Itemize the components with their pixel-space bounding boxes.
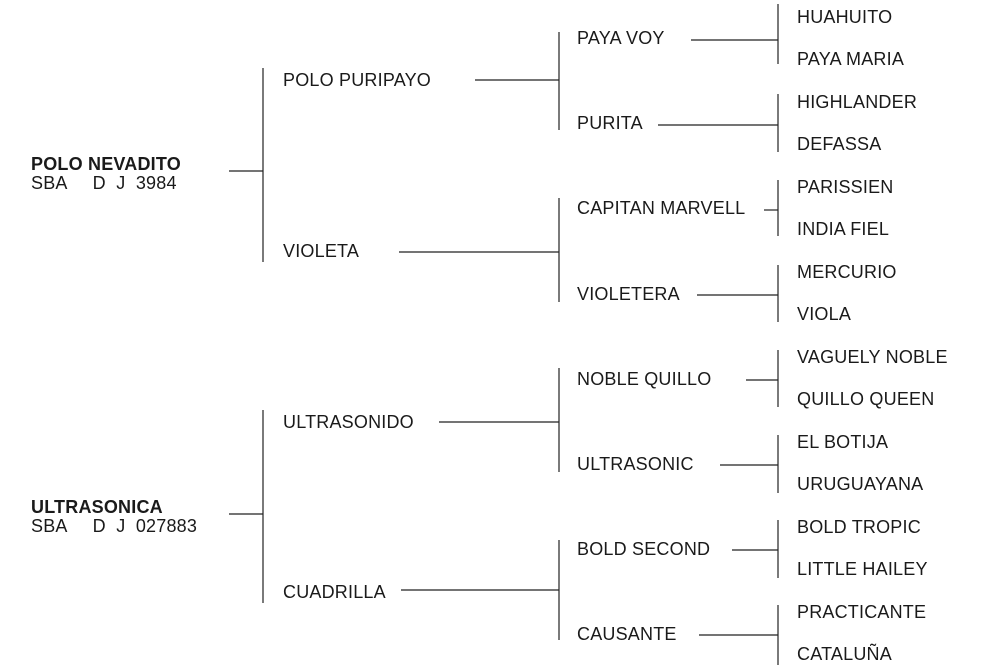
gen3-dd-dam: CAUSANTE: [577, 624, 677, 644]
gen4-sdd-sire: MERCURIO: [797, 262, 897, 282]
sire-name: POLO NEVADITO: [31, 154, 181, 174]
gen4-sss-dam: PAYA MARIA: [797, 49, 905, 69]
gen4-sds-sire: PARISSIEN: [797, 177, 894, 197]
gen4-sss-sire: HUAHUITO: [797, 7, 893, 27]
gen4-ddd-sire: PRACTICANTE: [797, 602, 927, 622]
dam-name: ULTRASONICA: [31, 497, 163, 517]
gen4-sds-dam: INDIA FIEL: [797, 219, 890, 239]
gen3-ss-dam: PURITA: [577, 113, 643, 133]
gen4-dss-dam: QUILLO QUEEN: [797, 389, 935, 409]
gen4-ssd-dam: DEFASSA: [797, 134, 882, 154]
gen4-ddd-dam: CATALUÑA: [797, 644, 892, 664]
gen2-dam-dam: CUADRILLA: [283, 582, 386, 602]
gen4-ssd-sire: HIGHLANDER: [797, 92, 918, 112]
gen4-dds-dam: LITTLE HAILEY: [797, 559, 928, 579]
gen4-sdd-dam: VIOLA: [797, 304, 852, 324]
gen4-dsd-dam: URUGUAYANA: [797, 474, 924, 494]
gen2-dam-sire: ULTRASONIDO: [283, 412, 414, 432]
gen4-dds-sire: BOLD TROPIC: [797, 517, 921, 537]
dam-registration: SBA D J 027883: [31, 516, 198, 536]
gen3-dd-sire: BOLD SECOND: [577, 539, 711, 559]
gen2-sire-sire: POLO PURIPAYO: [283, 70, 431, 90]
gen3-ss-sire: PAYA VOY: [577, 28, 665, 48]
gen2-sire-dam: VIOLETA: [283, 241, 360, 261]
gen4-dsd-sire: EL BOTIJA: [797, 432, 889, 452]
gen3-sd-dam: VIOLETERA: [577, 284, 680, 304]
gen3-ds-sire: NOBLE QUILLO: [577, 369, 712, 389]
gen4-dss-sire: VAGUELY NOBLE: [797, 347, 948, 367]
gen3-sd-sire: CAPITAN MARVELL: [577, 198, 746, 218]
gen3-ds-dam: ULTRASONIC: [577, 454, 694, 474]
sire-registration: SBA D J 3984: [31, 173, 177, 193]
